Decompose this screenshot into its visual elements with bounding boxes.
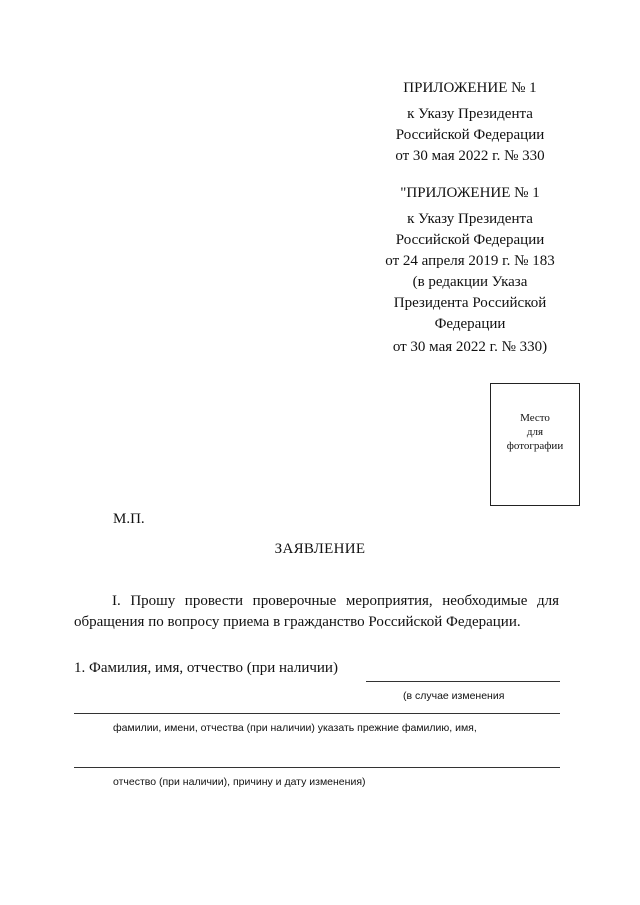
field-1-previous-names-line[interactable] bbox=[74, 767, 560, 768]
appendix-old-edition: (в редакции Указа bbox=[412, 274, 528, 290]
document-title: ЗАЯВЛЕНИЕ bbox=[274, 541, 366, 557]
appendix-old-edition-federation: Федерации bbox=[434, 316, 506, 332]
photo-label-place: Место bbox=[520, 412, 550, 424]
section-1-paragraph: I. Прошу провести проверочные мероприятия, необходимые для обращения по вопросу приема в гражданство Российской Федерации. bbox=[74, 593, 559, 630]
hint-line-3: отчество (при наличии), причину и дату изменения) bbox=[113, 776, 366, 788]
appendix-header-old bbox=[360, 183, 580, 358]
appendix-old-title: "ПРИЛОЖЕНИЕ № 1 bbox=[400, 185, 540, 201]
hint-line-2: фамилии, имени, отчества (при наличии) указать прежние фамилию, имя, bbox=[113, 722, 477, 734]
appendix-date: от 30 мая 2022 г. № 330 bbox=[395, 148, 545, 164]
photo-label-for: для bbox=[526, 426, 544, 438]
appendix-decree-ref: к Указу Президента bbox=[407, 106, 533, 122]
appendix-title: ПРИЛОЖЕНИЕ № 1 bbox=[403, 80, 537, 96]
appendix-old-decree-ref: к Указу Президента bbox=[407, 211, 533, 227]
photo-label-photo: фотографии bbox=[506, 440, 564, 452]
stamp-place-label: М.П. bbox=[113, 511, 145, 527]
appendix-old-edition-president: Президента Российской bbox=[393, 295, 547, 311]
hint-line-1: (в случае изменения bbox=[403, 690, 505, 702]
field-1-input-line[interactable] bbox=[366, 681, 560, 682]
appendix-country: Российской Федерации bbox=[395, 127, 545, 143]
appendix-old-country: Российской Федерации bbox=[395, 232, 545, 248]
photo-placeholder-box bbox=[490, 383, 580, 506]
appendix-header-new bbox=[360, 78, 580, 167]
appendix-old-date: от 24 апреля 2019 г. № 183 bbox=[385, 253, 555, 269]
field-1-continuation-line[interactable] bbox=[74, 713, 560, 714]
appendix-old-edition-date: от 30 мая 2022 г. № 330) bbox=[392, 339, 548, 355]
field-1-label: 1. Фамилия, имя, отчество (при наличии) bbox=[74, 660, 338, 676]
